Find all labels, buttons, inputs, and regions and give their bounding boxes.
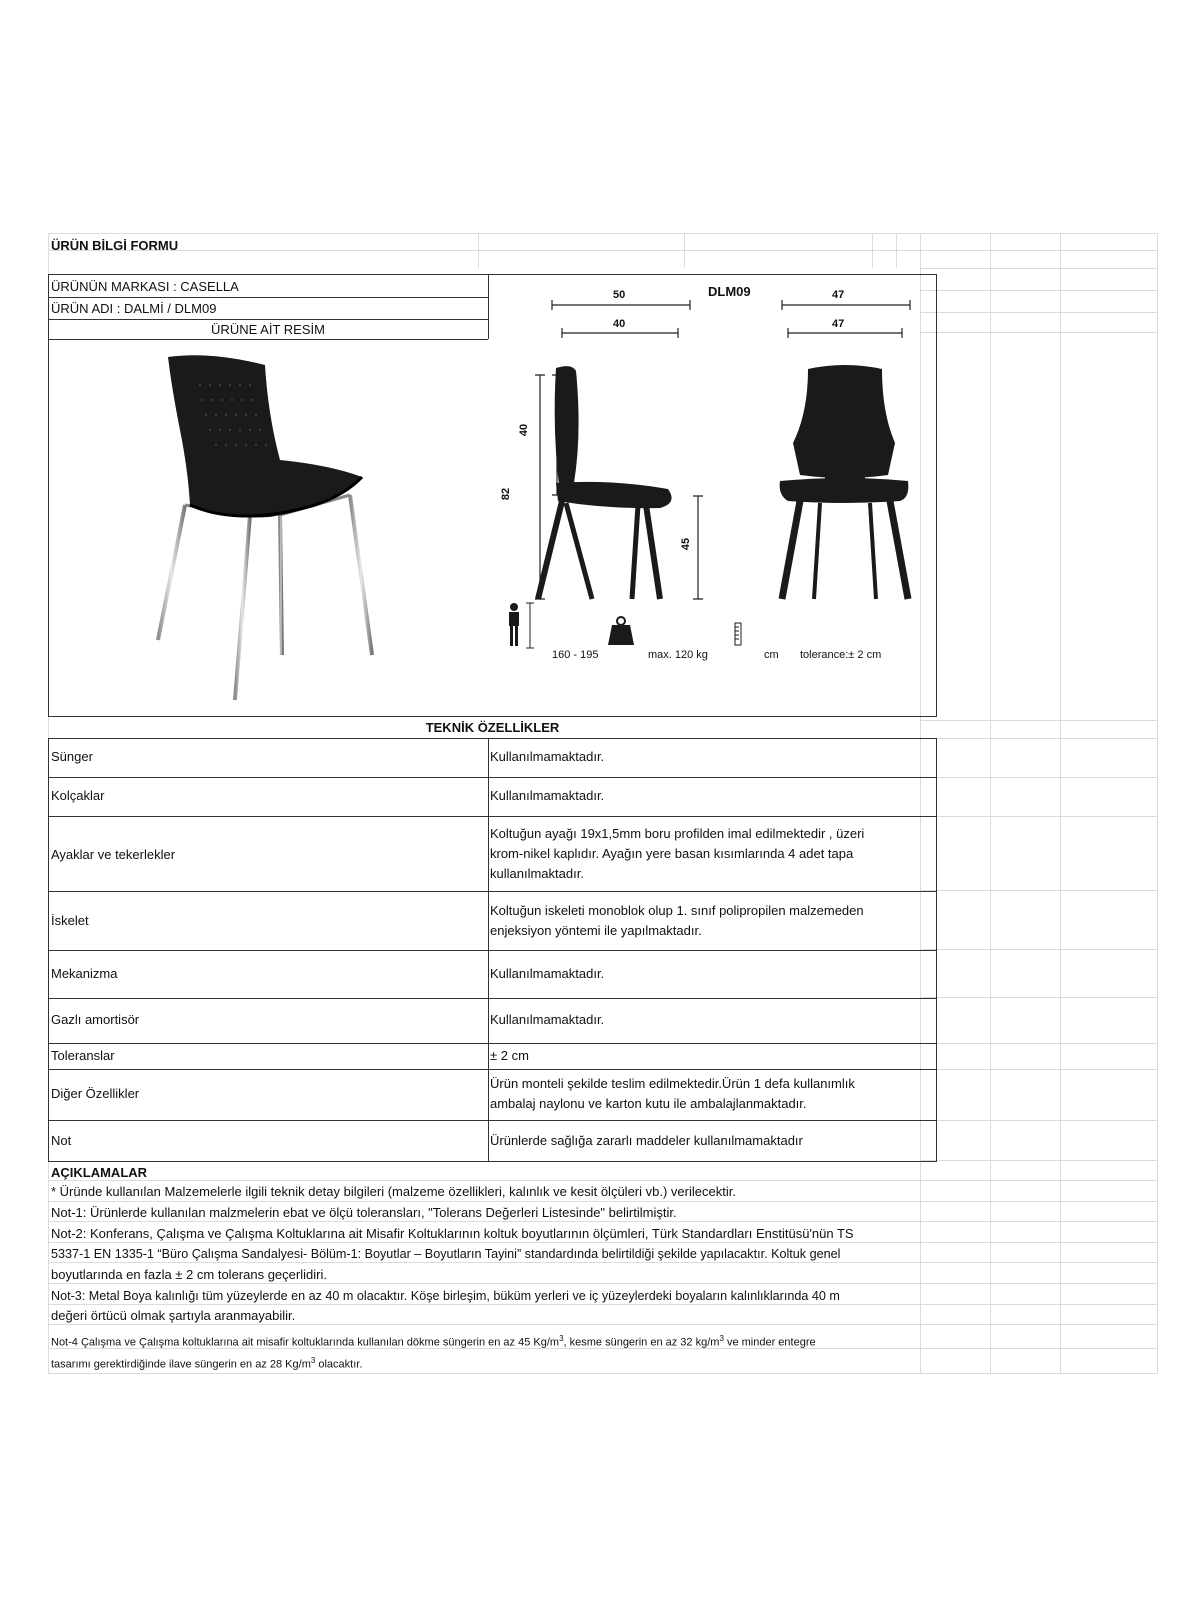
unit-label: cm bbox=[764, 649, 779, 661]
spec-label: Sünger bbox=[51, 749, 93, 764]
spec-value: Ürünlerde sağlığa zararlı maddeler kullanılmamaktadır bbox=[490, 1133, 803, 1148]
dim-top-right: 47 bbox=[832, 289, 845, 301]
note-2-line-2: 5337-1 EN 1335-1 “Büro Çalışma Sandalyesi- Bölüm-1: Boyutlar – Boyutların Tayini” standardında belirtildiği şekilde yapılacaktır. Koltuk genel bbox=[51, 1247, 841, 1261]
form-title: ÜRÜN BİLGİ FORMU bbox=[51, 238, 179, 253]
spec-value: Kullanılmamaktadır. bbox=[490, 1012, 605, 1027]
note-2-line-3: boyutlarında en fazla ± 2 cm tolerans geçerlidiri. bbox=[51, 1267, 327, 1282]
dim-total: 82 bbox=[500, 487, 513, 501]
dimension-drawing bbox=[500, 283, 930, 683]
spec-value-line: Koltuğun ayağı 19x1,5mm boru profilden imal edilmektedir , üzeri bbox=[490, 826, 865, 841]
weight-icon bbox=[608, 617, 634, 645]
spec-label: Gazlı amortisör bbox=[51, 1012, 140, 1027]
spec-value-line: Koltuğun iskeleti monoblok olup 1. sınıf polipropilen malzemeden bbox=[490, 903, 864, 918]
section-title: TEKNİK ÖZELLİKLER bbox=[425, 720, 560, 735]
note-3-line-2: değeri örtücü olmak şartıyla aranmayabilir. bbox=[51, 1308, 296, 1323]
dim-seat-height: 45 bbox=[680, 537, 693, 551]
dim-back: 40 bbox=[518, 423, 531, 437]
ruler-icon bbox=[735, 623, 741, 645]
kg-label: kg bbox=[627, 652, 637, 661]
spec-value-line: kullanılmaktadır. bbox=[490, 866, 584, 881]
spec-value-line: krom-nikel kaplıdır. Ayağın yere basan kısımlarında 4 adet tapa bbox=[490, 846, 854, 861]
note-star: * Üründe kullanılan Malzemelerle ilgili teknik detay bilgileri (malzeme özellikleri, kalınlık ve kesit ölçüleri vb.) verilecektir. bbox=[51, 1184, 736, 1199]
spec-value-line: enjeksiyon yöntemi ile yapılmaktadır. bbox=[490, 923, 702, 938]
user-height: 160 - 195 bbox=[552, 649, 599, 661]
note-4-line-1: Not-4 Çalışma ve Çalışma koltuklarına ait misafir koltuklarında kullanılan dökme süngerin en az 45 $Kg/m^3$, kesme süngerin en az 32 $kg/m^3$ ve minder entegre bbox=[51, 1334, 816, 1349]
spec-value: Kullanılmamaktadır. bbox=[490, 788, 605, 803]
notes-title: AÇIKLAMALAR bbox=[51, 1165, 148, 1180]
spec-label: Ayaklar ve tekerlekler bbox=[51, 847, 176, 862]
person-icon bbox=[509, 603, 519, 646]
dim-top-left: 50 bbox=[613, 289, 626, 301]
tolerance-label: tolerance:± 2 cm bbox=[800, 649, 882, 661]
note-3-line-1: Not-3: Metal Boya kalınlığı tüm yüzeylerde en az 40 m olacaktır. Köşe birleşim, büküm yerleri ve iç yüzeylerdeki boyaların kalınlıklarında 40 m bbox=[51, 1289, 840, 1303]
spec-label: Kolçaklar bbox=[51, 788, 105, 803]
dim-seat-left: 40 bbox=[613, 318, 626, 330]
spec-value: Kullanılmamaktadır. bbox=[490, 749, 605, 764]
spec-label: İskelet bbox=[51, 913, 89, 928]
note-2-line-1: Not-2: Konferans, Çalışma ve Çalışma Koltuklarına ait Misafir Koltuklarının koltuk boyutlarının ölçümleri, Türk Standardları Enstitüsü'nün TS bbox=[51, 1226, 854, 1241]
product-name-label: ÜRÜN ADI : DALMİ / DLM09 bbox=[51, 301, 217, 316]
spec-value-line: Ürün monteli şekilde teslim edilmektedir.Ürün 1 defa kullanımlık bbox=[490, 1076, 855, 1091]
spec-value: Kullanılmamaktadır. bbox=[490, 966, 605, 981]
spec-value: ± 2 cm bbox=[490, 1048, 529, 1063]
brand-label: ÜRÜNÜN MARKASI : CASELLA bbox=[51, 279, 239, 294]
max-load: max. 120 kg bbox=[648, 649, 708, 661]
spec-label: Diğer Özellikler bbox=[51, 1086, 140, 1101]
chair-photo bbox=[150, 355, 390, 700]
model-code: DLM09 bbox=[708, 284, 751, 299]
spec-label: Mekanizma bbox=[51, 966, 118, 981]
spec-label: Not bbox=[51, 1133, 72, 1148]
image-label: ÜRÜNE AİT RESİM bbox=[211, 322, 325, 337]
dim-seat-right: 47 bbox=[832, 318, 845, 330]
note-4-line-2: tasarımı gerektirdiğinde ilave süngerin en az 28 $Kg/m^3$ olacaktır. bbox=[51, 1356, 363, 1371]
spec-label: Toleranslar bbox=[51, 1048, 115, 1063]
spec-value-line: ambalaj naylonu ve karton kutu ile ambalajlanmaktadır. bbox=[490, 1096, 807, 1111]
note-1: Not-1: Ürünlerde kullanılan malzmelerin ebat ve ölçü toleransları, "Tolerans Değerleri Listesinde" belirtilmiştir. bbox=[51, 1205, 677, 1220]
